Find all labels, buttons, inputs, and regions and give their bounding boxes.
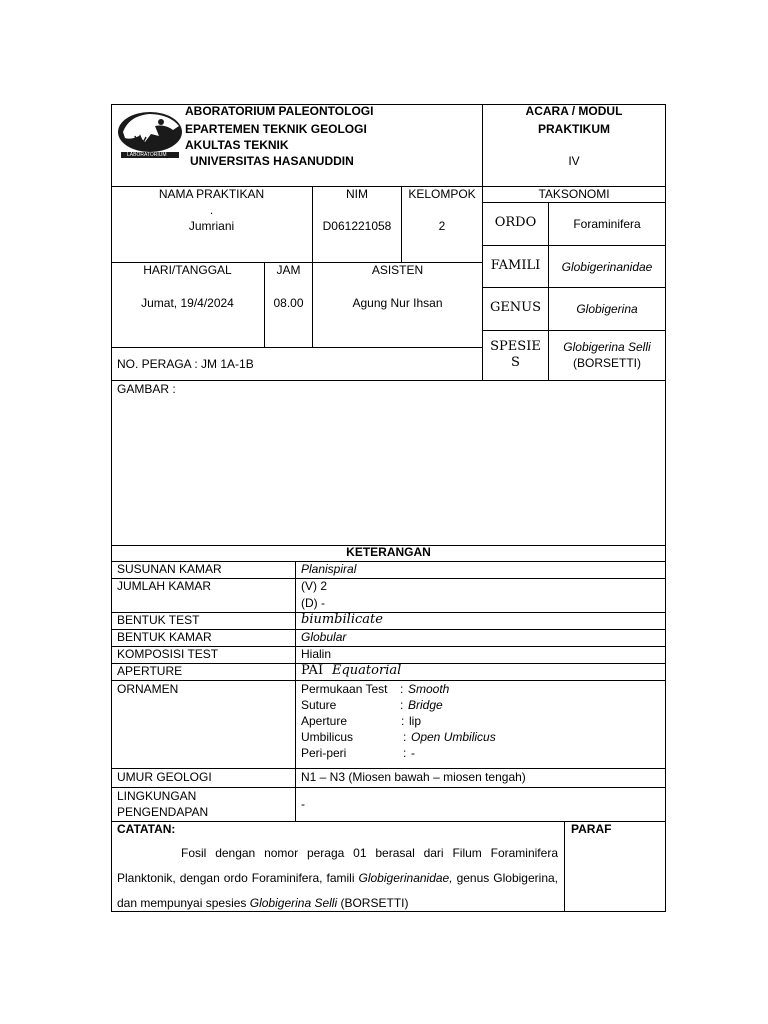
acara-label-1: ACARA / MODUL	[525, 104, 623, 118]
catatan-text-2: Globigerinanidae,	[358, 871, 453, 885]
genus-value: Globigerina	[576, 302, 638, 316]
genus-label: GENUS	[489, 300, 542, 315]
lab-line-2: EPARTEMEN TEKNIK GEOLOGI	[185, 122, 367, 136]
jumlah-v: (V) 2	[301, 579, 328, 593]
ornamen-key-3: Aperture	[301, 714, 348, 728]
keterangan-title: KETERANGAN	[346, 545, 431, 559]
catatan-paragraph	[117, 841, 558, 911]
ornamen-val-5: -	[411, 746, 415, 760]
tax-line-1	[482, 245, 666, 246]
nama-dot: .	[209, 203, 214, 217]
lingkungan-label-1: LINGKUNGAN	[117, 789, 197, 803]
ornamen-val-1: Smooth	[408, 682, 450, 696]
ket-line-6	[111, 680, 666, 681]
lab-line-1: ABORATORIUM PALEONTOLOGI	[185, 104, 374, 118]
lab-line-4: UNIVERSITAS HASANUDDIN	[190, 154, 354, 168]
ordo-label: ORDO	[494, 215, 537, 230]
ornamen-sep-2: :	[400, 698, 404, 712]
ket-line-7	[111, 768, 666, 769]
komposisi-label: KOMPOSISI TEST	[117, 647, 219, 661]
ornamen-sep-3: :	[401, 714, 405, 728]
ornamen-sep-4: :	[403, 730, 407, 744]
ordo-value: Foraminifera	[573, 217, 641, 231]
spesies-value-1: Globigerina Selli	[563, 340, 651, 354]
jumlah-label: JUMLAH KAMAR	[117, 579, 212, 593]
paraf-label: PARAF	[571, 822, 612, 836]
tax-line-2	[482, 287, 666, 288]
aperture-label: APERTURE	[117, 664, 183, 678]
catatan-divider	[564, 821, 565, 912]
info-bottom-line	[111, 347, 482, 348]
komposisi-value: Hialin	[301, 647, 332, 661]
umur-label: UMUR GEOLOGI	[117, 770, 212, 784]
catatan-text-3: genus Globigerina, dan mempunyai spesies	[117, 871, 558, 910]
nama-label: NAMA PRAKTIKAN	[158, 187, 265, 201]
famili-label: FAMILI	[490, 258, 541, 273]
tax-title-line	[482, 202, 666, 203]
ornamen-key-2: Suture	[301, 698, 337, 712]
ornamen-key-1: Permukaan Test	[301, 682, 388, 696]
kelompok-label: KELOMPOK	[408, 187, 476, 201]
catatan-label: CATATAN:	[117, 822, 176, 836]
info-end-line	[111, 380, 666, 381]
acara-label-2: PRAKTIKUM	[538, 122, 610, 136]
asisten-value: Agung Nur Ihsan	[352, 296, 443, 310]
catatan-text	[117, 841, 558, 911]
catatan-text-1: Fosil dengan nomor peraga 01 berasal dari Filum Foraminifera Planktonik, dengan ordo Foraminifera, famili	[117, 846, 558, 885]
susunan-value: Planispiral	[301, 562, 357, 576]
asisten-label: ASISTEN	[371, 263, 424, 277]
ornamen-sep-1: :	[400, 682, 404, 696]
ket-col-divider	[295, 561, 296, 821]
aperture-value-1: PAI	[301, 663, 324, 678]
spesies-label-1: SPESIE	[490, 339, 541, 354]
nim-label: NIM	[346, 187, 368, 201]
bentuk-test-label: BENTUK TEST	[117, 613, 200, 627]
lab-line-3: AKULTAS TEKNIK	[185, 138, 289, 152]
ornamen-val-3: lip	[409, 714, 422, 728]
nim-value: D061221058	[322, 219, 392, 233]
nama-value: Jumriani	[188, 219, 235, 233]
susunan-label: SUSUNAN KAMAR	[117, 562, 222, 576]
ornamen-label: ORNAMEN	[117, 682, 179, 696]
ornamen-val-4: Open Umbilicus	[411, 730, 496, 744]
tax-line-3	[482, 330, 666, 331]
catatan-text-5: (BORSETTI)	[337, 896, 409, 910]
jam-value: 08.00	[273, 296, 304, 310]
header-divider	[482, 104, 483, 380]
hari-value: Jumat, 19/4/2024	[141, 296, 234, 310]
logo-text: LABORATORIUM	[127, 152, 167, 158]
lingkungan-value: -	[301, 797, 305, 811]
bentuk-kamar-value: Globular	[301, 630, 347, 644]
jam-label: JAM	[276, 263, 301, 277]
acara-value: IV	[568, 154, 580, 168]
famili-value: Globigerinanidae	[561, 260, 653, 274]
taksonomi-title: TAKSONOMI	[538, 187, 610, 201]
ornamen-sep-5: :	[403, 746, 407, 760]
bentuk-test-value: biumbilicate	[301, 612, 383, 627]
ornamen-key-5: Peri-peri	[301, 746, 347, 760]
ornamen-val-2: Bridge	[408, 698, 443, 712]
ket-line-8	[111, 787, 666, 788]
hari-label: HARI/TANGGAL	[143, 263, 232, 277]
bentuk-kamar-label: BENTUK KAMAR	[117, 630, 212, 644]
lab-logo	[115, 106, 185, 164]
spesies-label-2: S	[511, 355, 520, 370]
aperture-value-2: Equatorial	[332, 663, 402, 678]
catatan-text-4: Globigerina Selli	[249, 896, 338, 910]
umur-value: N1 – N3 (Miosen bawah – miosen tengah)	[301, 770, 526, 784]
spesies-value-2: (BORSETTI)	[573, 356, 641, 370]
ornamen-key-4: Umbilicus	[301, 730, 354, 744]
gambar-label: GAMBAR :	[117, 382, 176, 396]
lingkungan-label-2: PENGENDAPAN	[117, 805, 209, 819]
kelompok-value: 2	[438, 219, 446, 233]
no-peraga: NO. PERAGA : JM 1A-1B	[117, 357, 254, 371]
jumlah-d: (D) -	[301, 596, 325, 610]
